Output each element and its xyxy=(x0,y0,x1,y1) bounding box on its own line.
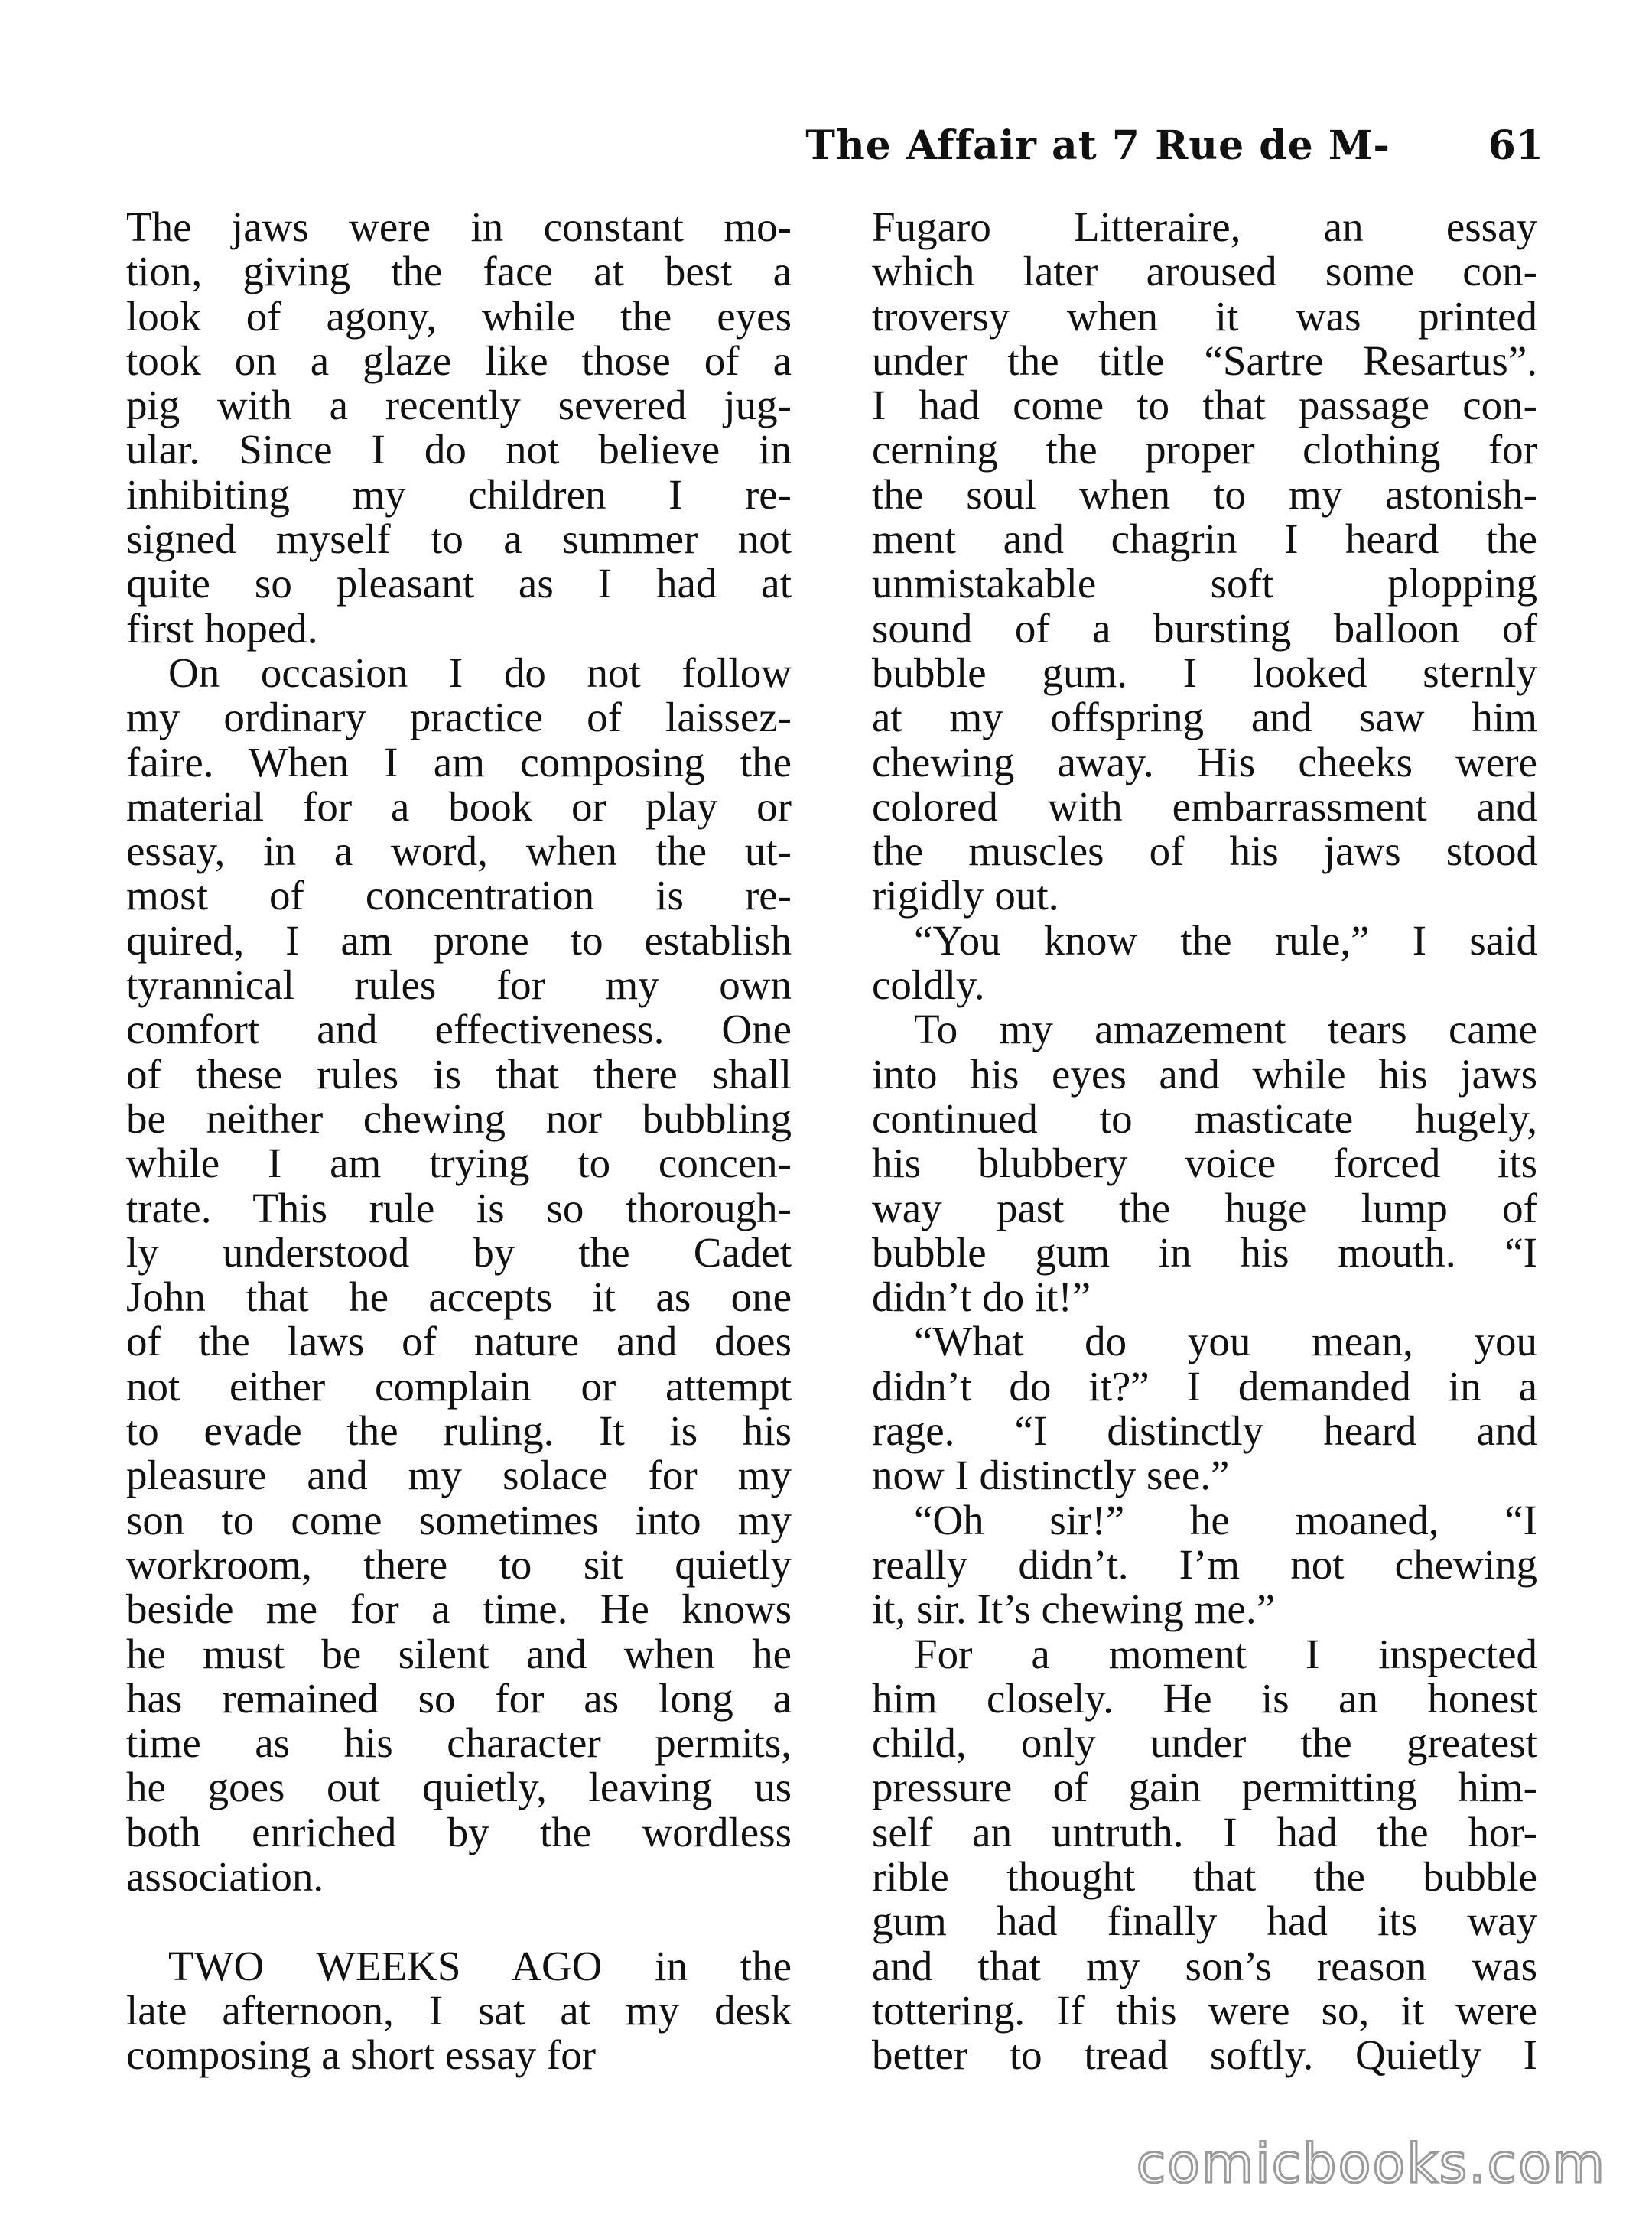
text-line: now I distinctly see.” xyxy=(872,1452,1230,1499)
text-line: be neither chewing nor bubbling xyxy=(126,1094,792,1142)
text-line: didn’t do it?” I demanded in a xyxy=(872,1362,1537,1410)
text-line: he goes out quietly, leaving us xyxy=(126,1764,792,1811)
text-line: I had come to that passage con- xyxy=(872,382,1537,429)
watermark: comicbooks.com xyxy=(1136,2132,1606,2195)
text-line: way past the huge lump of xyxy=(872,1184,1537,1231)
text-line: pig with a recently severed jug- xyxy=(126,382,792,429)
page-header xyxy=(128,122,1543,184)
text-line: tottering. If this were so, it were xyxy=(872,1986,1537,2034)
text-line: On occasion I do not follow xyxy=(168,649,792,696)
text-line: TWO WEEKS AGO in the xyxy=(168,1942,792,1989)
text-line: “Oh sir!” he moaned, “I xyxy=(914,1496,1537,1543)
text-line: rible thought that the bubble xyxy=(872,1852,1537,1900)
text-line: quite so pleasant as I had at xyxy=(126,560,792,607)
text-line: trate. This rule is so thorough- xyxy=(126,1184,792,1231)
text-line: faire. When I am composing the xyxy=(126,738,792,785)
text-line: chewing away. His cheeks were xyxy=(872,738,1537,785)
text-line: ly understood by the Cadet xyxy=(126,1228,792,1276)
text-line: ular. Since I do not believe in xyxy=(126,426,792,473)
text-line: the muscles of his jaws stood xyxy=(872,828,1537,875)
text-line: into his eyes and while his jaws xyxy=(872,1050,1537,1098)
text-line: child, only under the greatest xyxy=(872,1719,1537,1767)
text-line: didn’t do it!” xyxy=(872,1273,1091,1321)
text-line: workroom, there to sit quietly xyxy=(126,1540,792,1588)
text-line: signed myself to a summer not xyxy=(126,515,792,563)
text-line: To my amazement tears came xyxy=(914,1006,1537,1053)
text-line: under the title “Sartre Resartus”. xyxy=(872,337,1537,384)
text-line: colored with embarrassment and xyxy=(872,782,1537,830)
text-line: comfort and effectiveness. One xyxy=(126,1006,792,1053)
text-line: time as his character permits, xyxy=(126,1719,792,1767)
text-line: pleasure and my solace for my xyxy=(126,1452,792,1499)
text-line: rage. “I distinctly heard and xyxy=(872,1407,1537,1455)
text-line: material for a book or play or xyxy=(126,782,792,830)
text-line: unmistakable soft plopping xyxy=(872,560,1537,607)
text-line: bubble gum. I looked sternly xyxy=(872,649,1537,696)
text-line: and that my son’s reason was xyxy=(872,1942,1537,1989)
text-line: my ordinary practice of laissez- xyxy=(126,694,792,741)
text-line: beside me for a time. He knows xyxy=(126,1585,792,1633)
text-line: cerning the proper clothing for xyxy=(872,426,1537,473)
text-line: son to come sometimes into my xyxy=(126,1496,792,1543)
text-line: bubble gum in his mouth. “I xyxy=(872,1228,1537,1276)
text-line: troversy when it was printed xyxy=(872,292,1537,340)
text-line: tyrannical rules for my own xyxy=(126,961,792,1009)
text-line: really didn’t. I’m not chewing xyxy=(872,1540,1537,1588)
text-line: most of concentration is re- xyxy=(126,872,792,919)
text-line: both enriched by the wordless xyxy=(126,1808,792,1855)
right-text-column xyxy=(872,205,1537,2077)
text-line: rigidly out. xyxy=(872,872,1059,919)
text-line: at my offspring and saw him xyxy=(872,694,1537,741)
left-text-column xyxy=(126,205,792,2077)
text-line: while I am trying to concen- xyxy=(126,1140,792,1187)
text-line: tion, giving the face at best a xyxy=(126,248,792,295)
text-line: John that he accepts it as one xyxy=(126,1273,792,1321)
text-line: the soul when to my astonish- xyxy=(872,470,1537,518)
text-line: quired, I am prone to establish xyxy=(126,916,792,964)
text-line: he must be silent and when he xyxy=(126,1630,792,1677)
text-line: him closely. He is an honest xyxy=(872,1674,1537,1722)
text-line: pressure of gain permitting him- xyxy=(872,1764,1537,1811)
text-line: coldly. xyxy=(872,961,985,1009)
text-line: sound of a bursting balloon of xyxy=(872,604,1537,652)
text-line: look of agony, while the eyes xyxy=(126,292,792,340)
text-line: his blubbery voice forced its xyxy=(872,1140,1537,1187)
text-line: “You know the rule,” I said xyxy=(914,916,1537,964)
text-line: “What do you mean, you xyxy=(914,1318,1537,1365)
text-line: continued to masticate hugely, xyxy=(872,1094,1537,1142)
text-line xyxy=(126,1899,792,1943)
text-line: better to tread softly. Quietly I xyxy=(872,2031,1537,2079)
text-line: it, sir. It’s chewing me.” xyxy=(872,1585,1275,1633)
text-line: essay, in a word, when the ut- xyxy=(126,828,792,875)
text-line: gum had finally had its way xyxy=(872,1898,1537,1945)
text-line: Fugaro Litteraire, an essay xyxy=(872,203,1537,250)
text-line: of these rules is that there shall xyxy=(126,1050,792,1098)
text-line: ment and chagrin I heard the xyxy=(872,515,1537,563)
text-line: composing a short essay for xyxy=(126,2031,597,2079)
text-line: self an untruth. I had the hor- xyxy=(872,1808,1537,1855)
text-line: not either complain or attempt xyxy=(126,1362,792,1410)
text-line: of the laws of nature and does xyxy=(126,1318,792,1365)
text-line: which later aroused some con- xyxy=(872,248,1537,295)
text-line: has remained so for as long a xyxy=(126,1674,792,1722)
text-line: late afternoon, I sat at my desk xyxy=(126,1986,792,2034)
page-number: 61 xyxy=(1488,122,1543,169)
text-line: first hoped. xyxy=(126,604,318,652)
text-line: For a moment I inspected xyxy=(914,1630,1537,1677)
text-line: The jaws were in constant mo- xyxy=(126,203,792,250)
text-line: to evade the ruling. It is his xyxy=(126,1407,792,1455)
text-line: association. xyxy=(126,1852,324,1900)
text-line: took on a glaze like those of a xyxy=(126,337,792,384)
text-line: inhibiting my children I re- xyxy=(126,470,792,518)
running-title: The Affair at 7 Rue de M- xyxy=(805,122,1390,169)
